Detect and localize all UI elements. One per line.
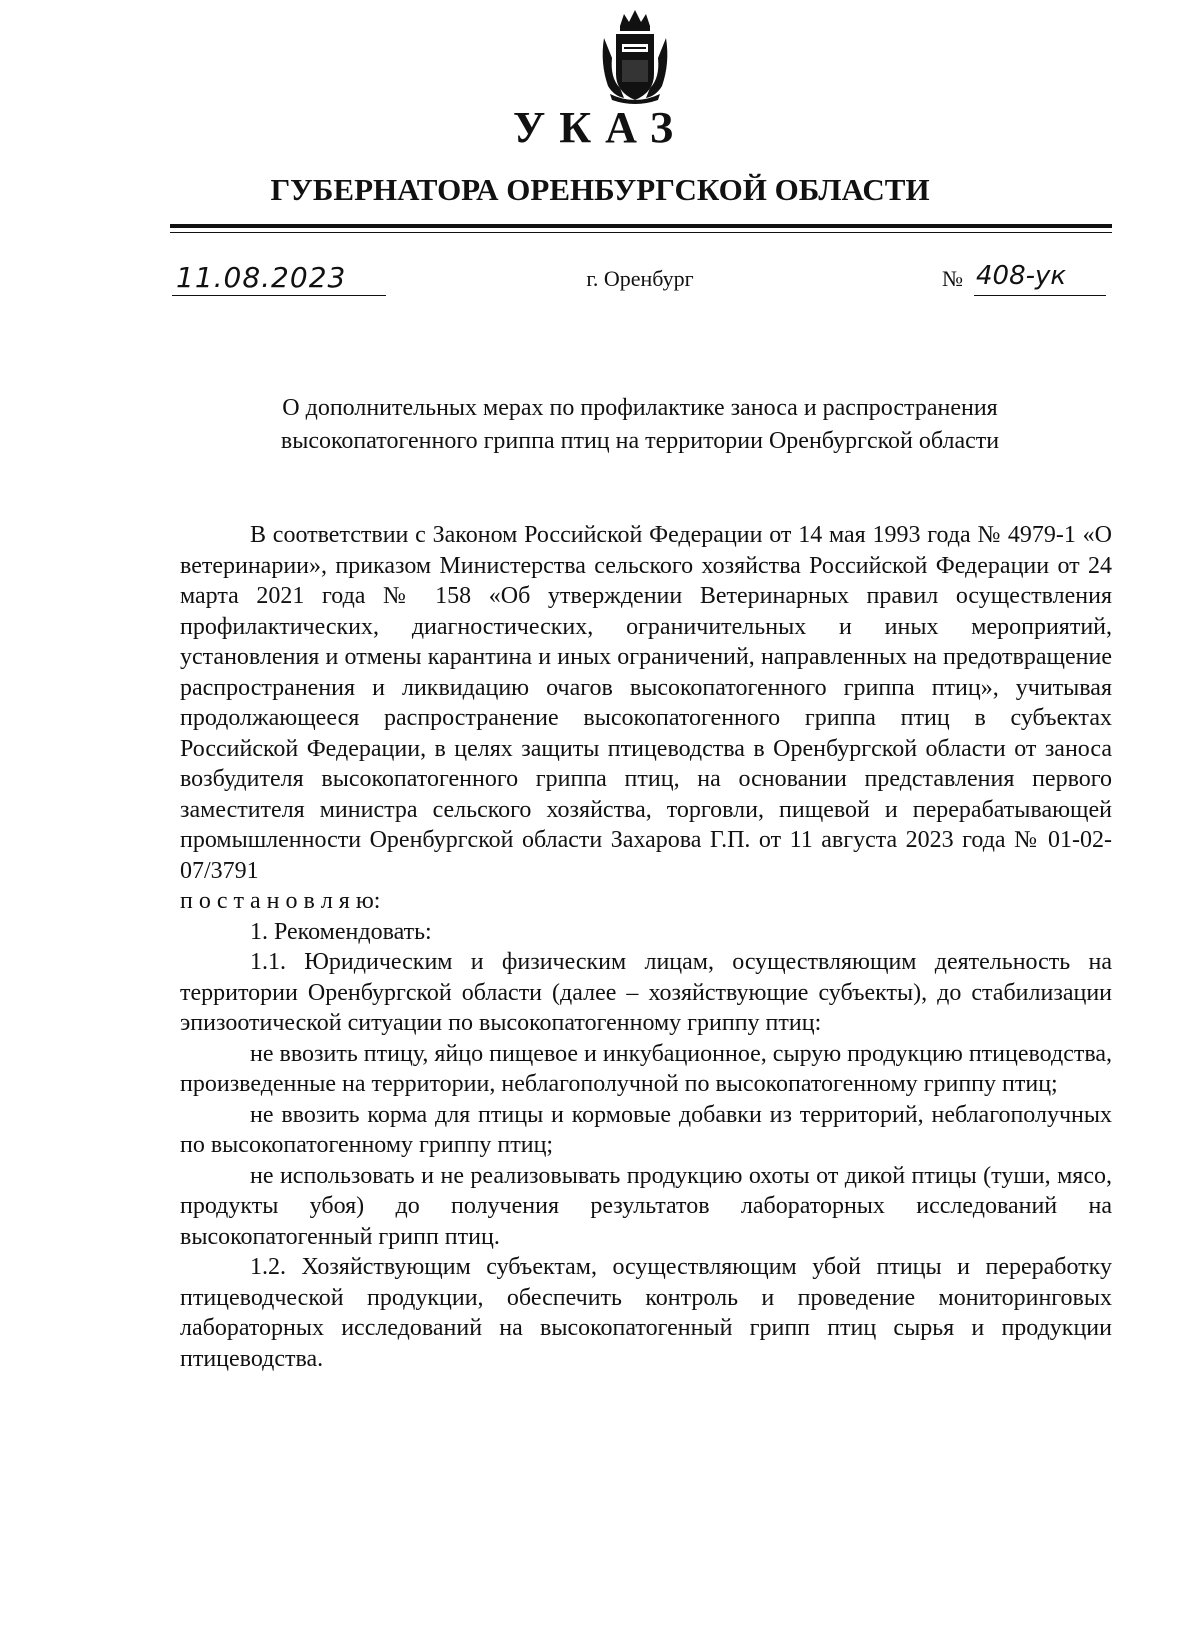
number-sign: № bbox=[942, 266, 963, 291]
paragraph-bullet-1: не ввозить птицу, яйцо пищевое и инкубационное, сырую продукцию птицеводства, произведенные на территории, неблагополучной по высокопатогенному гриппу птиц; bbox=[180, 1040, 1112, 1097]
paragraph-bullet-2: не ввозить корма для птицы и кормовые добавки из территорий, неблагополучных по высокопатогенному гриппу птиц; bbox=[180, 1101, 1112, 1158]
document-number: 408-ук bbox=[976, 261, 1067, 291]
paragraph-preamble: В соответствии с Законом Российской Федерации от 14 мая 1993 года № 4979-1 «О ветеринарии», приказом Министерства сельского хозяйства Российской Федерации от 24 марта 2021 года № 158 «Об утверждении Ветеринарных правил осуществления профилактических, диагностических, ограничительных и иных мероприятий, установления и отмены карантина и иных ограничений, направленных на предотвращение распространения и ликвидацию очагов высокопатогенного гриппа птиц», учитывая продолжающееся распространение высокопатогенного гриппа птиц в субъектах Российской Федерации, в целях защиты птицеводства в Оренбургской области от заноса возбудителя высокопатогенного гриппа птиц, на основании представления первого заместителя министра сельского хозяйства, торговли, пищевой и перерабатывающей промышленности Оренбургской области Захарова Г.П. от 11 августа 2023 года № 01-02-07/3791 bbox=[180, 522, 1112, 884]
header-rule-thin bbox=[170, 232, 1112, 233]
paragraph-bullet-3: не использовать и не реализовывать продукцию охоты от дикой птицы (туши, мясо, продукты убоя) до получения результатов лабораторных исследований на высокопатогенный грипп птиц. bbox=[180, 1162, 1112, 1250]
document-city: г. Оренбург bbox=[586, 266, 694, 291]
date-underline bbox=[172, 295, 386, 296]
number-underline bbox=[974, 295, 1106, 296]
document-body bbox=[180, 520, 1112, 1374]
document-date: 11.08.2023 bbox=[176, 261, 347, 294]
heading-line-2: высокопатогенного гриппа птиц на территории Оренбургской области bbox=[280, 428, 1000, 454]
document-title: УКАЗ bbox=[512, 103, 688, 152]
document-subtitle: ГУБЕРНАТОРА ОРЕНБУРГСКОЙ ОБЛАСТИ bbox=[270, 172, 930, 207]
paragraph-resolve: п о с т а н о в л я ю: bbox=[180, 888, 381, 914]
paragraph-item-1-1: 1.1. Юридическим и физическим лицам, осуществляющим деятельность на территории Оренбургской области (далее – хозяйствующие субъекты), до стабилизации эпизоотической ситуации по высокопатогенному гриппу птиц: bbox=[180, 949, 1112, 1036]
heading-line-1: О дополнительных мерах по профилактике заноса и распространения bbox=[282, 395, 998, 421]
paragraph-item-1-2: 1.2. Хозяйствующим субъектам, осуществляющим убой птицы и переработку птицеводческой продукции, обеспечить контроль и проведение мониторинговых лабораторных исследований на высокопатогенный грипп птиц сырья и продукции птицеводства. bbox=[180, 1254, 1112, 1372]
document-heading bbox=[200, 392, 1080, 458]
paragraph-item-1: 1. Рекомендовать: bbox=[250, 918, 432, 945]
header-rule-thick bbox=[170, 224, 1112, 228]
coat-of-arms-icon bbox=[598, 8, 672, 104]
